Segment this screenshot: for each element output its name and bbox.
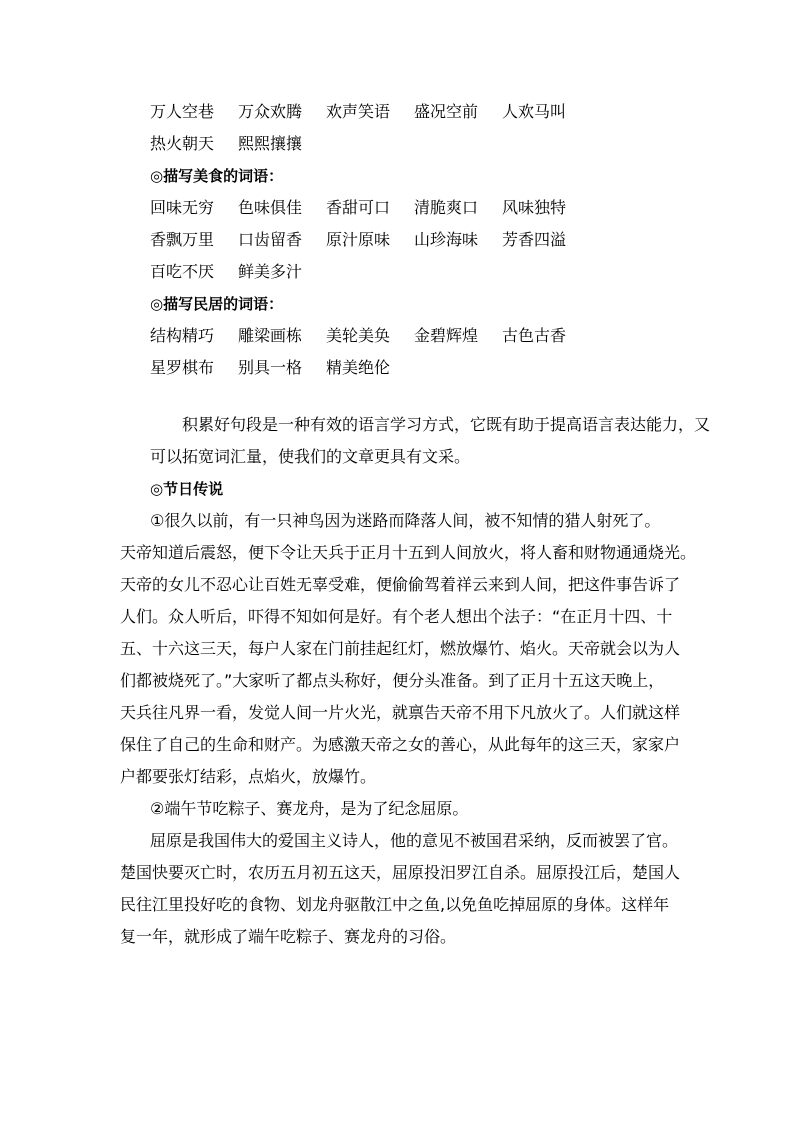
intro-line: 积累好句段是一种有效的语言学习方式，它既有助于提高语言表达能力，又: [182, 415, 711, 434]
word-item: 精美绝伦: [326, 358, 391, 377]
word-item: 熙熙攘攘: [238, 134, 303, 153]
story-line: 户都要张灯结彩，点焰火，放爆竹。: [120, 767, 377, 786]
story-line: ①很久以前，有一只神鸟因为迷路而降落人间，被不知情的猎人射死了。: [150, 511, 661, 530]
story-line: 天帝的女儿不忍心让百姓无辜受难，便偷偷驾着祥云来到人间，把这件事告诉了: [120, 575, 681, 594]
story-line: 们都被烧死了。”大家听了都点头称好，便分头准备。到了正月十五这天晚上，: [120, 671, 665, 690]
house-words-row-2: [150, 355, 690, 387]
word-item: 鲜美多汁: [238, 262, 303, 281]
food-words-heading: ◎描写美食的词语：: [150, 167, 284, 185]
legend-heading: ◎节日传说: [150, 480, 224, 498]
word-item: 雕梁画栋: [238, 326, 303, 345]
story-line: 天帝知道后震怒，便下令让天兵于正月十五到人间放火，将人畜和财物通通烧光。: [120, 543, 697, 562]
festival-words-row-2: [150, 131, 690, 163]
word-item: 人欢马叫: [502, 102, 567, 121]
story-line: 五、十六这三天，每户人家在门前挂起红灯，燃放爆竹、焰火。天帝就会以为人: [120, 639, 681, 658]
food-words-row-3: [150, 259, 690, 291]
document-page: [120, 99, 711, 953]
word-item: 口齿留香: [238, 230, 303, 249]
story-line: 楚国快要灭亡时，农历五月初五这天，屈原投汨罗江自杀。屈原投江后，楚国人: [120, 863, 681, 882]
house-words-row-1: [150, 323, 690, 355]
word-item: 香甜可口: [326, 198, 391, 217]
word-item: 星罗棋布: [150, 358, 215, 377]
word-item: 盛况空前: [414, 102, 479, 121]
word-item: 万众欢腾: [238, 102, 303, 121]
food-words-row-1: [150, 195, 690, 227]
story-title: ②端午节吃粽子、赛龙舟，是为了纪念屈原。: [150, 799, 469, 818]
house-words-heading: ◎描写民居的词语：: [150, 295, 284, 313]
intro-paragraph: [150, 409, 711, 473]
word-item: 风味独特: [502, 198, 567, 217]
word-item: 山珍海味: [414, 230, 479, 249]
word-item: 原汁原味: [326, 230, 391, 249]
word-item: 芳香四溢: [502, 230, 567, 249]
word-item: 别具一格: [238, 358, 303, 377]
word-item: 美轮美奂: [326, 326, 391, 345]
story-dragonboat-paragraph: [120, 793, 694, 953]
food-words-row-2: [150, 227, 690, 259]
word-item: 回味无穷: [150, 198, 215, 217]
word-item: 结构精巧: [150, 326, 215, 345]
festival-words-row-1: [150, 99, 690, 131]
story-lantern-paragraph: [120, 505, 697, 793]
story-line: 人们。众人听后，吓得不知如何是好。有个老人想出个法子：“在正月十四、十: [120, 607, 673, 626]
word-item: 清脆爽口: [414, 198, 479, 217]
word-item: 热火朝天: [150, 134, 215, 153]
story-line: 天兵往凡界一看，发觉人间一片火光，就禀告天帝不用下凡放火了。人们就这样: [120, 703, 681, 722]
word-item: 香飘万里: [150, 230, 215, 249]
word-item: 欢声笑语: [326, 102, 391, 121]
word-item: 色味俱佳: [238, 198, 303, 217]
story-line: 民往江里投好吃的食物、划龙舟驱散江中之鱼,以免鱼吃掉屈原的身体。这样年: [120, 895, 670, 914]
story-line: 复一年，就形成了端午吃粽子、赛龙舟的习俗。: [120, 927, 457, 946]
story-line: 屈原是我国伟大的爱国主义诗人，他的意见不被国君采纳，反而被罢了官。: [150, 831, 679, 850]
word-item: 万人空巷: [150, 102, 215, 121]
word-item: 古色古香: [502, 326, 567, 345]
word-item: 百吃不厌: [150, 262, 215, 281]
story-line: 保住了自己的生命和财产。为感激天帝之女的善心，从此每年的这三天，家家户: [120, 735, 681, 754]
intro-line: 可以拓宽词汇量，使我们的文章更具有文采。: [150, 447, 471, 466]
word-item: 金碧辉煌: [414, 326, 479, 345]
